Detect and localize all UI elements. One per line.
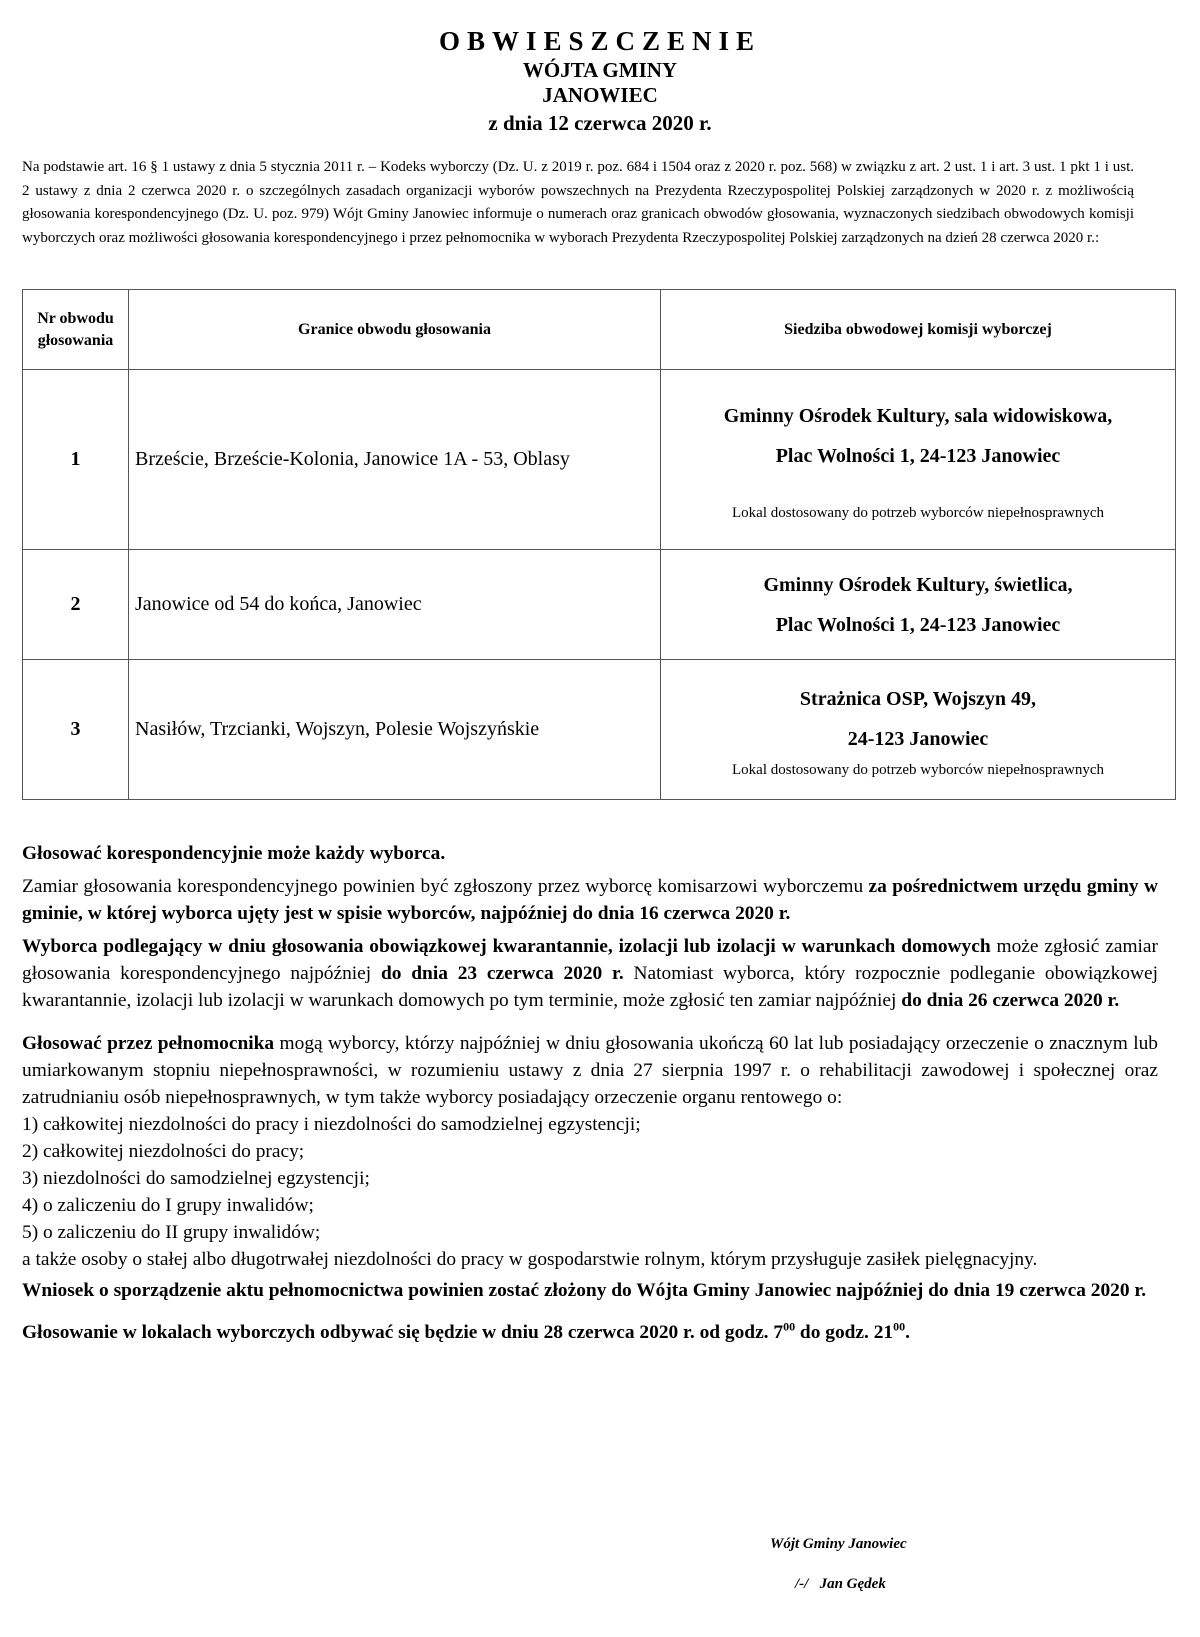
farmers-paragraph: a także osoby o stałej albo długotrwałej niezdolności do pracy w gospodarstwie rolnym, którym przysługuje zasiłek pielęgnacyjny. xyxy=(22,1249,1038,1270)
table-row xyxy=(23,660,1176,800)
district-number: 3 xyxy=(23,660,129,800)
list-item: 1) całkowitej niezdolności do pracy i niezdolności do samodzielnej egzystencji; xyxy=(22,1114,641,1135)
table-row xyxy=(23,370,1176,550)
p4-text: mogą wyborcy, którzy najpóźniej w dniu głosowania ukończą 60 lat lub posiadający orzeczenie o znacznym lub umiarkowanym stopniu niepełnosprawności, w rozumieniu ustawy z dnia 27 sierpnia 1997 r. o rehabilitacji zawodowej i społecznej oraz zatrudnianiu osób niepełnosprawnych, w tym także wyborcy posiadający orzeczenie organu rentowego o: xyxy=(22,1033,1159,1108)
proxy-voting-paragraph xyxy=(22,1030,1158,1111)
p3-text-b: może zgłosić zamiar głosowania korespondencyjnego najpóźniej xyxy=(22,936,1158,984)
p3-text-d: Natomiast wyborca, który rozpocznie podleganie obowiązkowej kwarantannie, izolacji lub izolacji w warunkach domowych po tym terminie, może zgłosić ten zamiar najpóźniej xyxy=(22,963,1158,1011)
commission-seat xyxy=(661,370,1176,550)
quarantine-paragraph xyxy=(22,933,1158,1014)
p4-bold: Głosować przez pełnomocnika xyxy=(22,1033,275,1054)
signature-role: Wójt Gminy Janowiec xyxy=(770,1536,907,1552)
accessibility-note: Lokal dostosowany do potrzeb wyborców niepełnosprawnych xyxy=(732,504,1104,521)
voting-hours-paragraph xyxy=(22,1319,1158,1346)
p3-bold-e: do dnia 26 czerwca 2020 r. xyxy=(901,990,1120,1011)
list-item: 4) o zaliczeniu do I grupy inwalidów; xyxy=(22,1195,314,1216)
document-header xyxy=(0,24,1200,136)
district-boundaries: Nasiłów, Trzcianki, Wojszyn, Polesie Wojszyńskie xyxy=(129,660,661,800)
list-item: 3) niezdolności do samodzielnej egzystencji; xyxy=(22,1168,370,1189)
p2-text: Zamiar głosowania korespondencyjnego powinien być zgłoszony przez wyborcę komisarzowi wyborczemu xyxy=(22,876,869,897)
postal-voting-heading: Głosować korespondencyjnie może każdy wyborca. xyxy=(22,843,446,864)
district-boundaries: Janowice od 54 do końca, Janowiec xyxy=(129,550,661,660)
postal-voting-deadline-paragraph xyxy=(22,873,1158,927)
seat-address: Plac Wolności 1, 24-123 Janowiec xyxy=(775,444,1061,467)
header-nr-line2: głosowania xyxy=(37,331,114,349)
district-number: 1 xyxy=(23,370,129,550)
p2-bold: za pośrednictwem urzędu gminy w gminie, w której wyborca ujęty jest w spisie wyborców, najpóźniej do dnia 16 czerwca 2020 r. xyxy=(22,876,1158,924)
p3-bold-a: Wyborca podlegający w dniu głosowania obowiązkowej kwarantannie, izolacji lub izolacji w warunkach domowych xyxy=(22,936,991,957)
table-header-row xyxy=(23,290,1176,370)
list-item: 2) całkowitej niezdolności do pracy; xyxy=(22,1141,305,1162)
commission-seat xyxy=(661,660,1176,800)
commission-seat xyxy=(661,550,1176,660)
seat-address: Plac Wolności 1, 24-123 Janowiec xyxy=(775,613,1061,636)
p7-text-a: Głosowanie w lokalach wyborczych odbywać się będzie w dniu 28 czerwca 2020 r. od godz. 7 xyxy=(22,1322,784,1343)
district-number: 2 xyxy=(23,550,129,660)
seat-name: Gminny Ośrodek Kultury, świetlica, xyxy=(763,573,1073,596)
p3-bold-c: do dnia 23 czerwca 2020 r. xyxy=(380,963,624,984)
proxy-deadline-paragraph: Wniosek o sporządzenie aktu pełnomocnictwa powinien zostać złożony do Wójta Gminy Janowiec najpóźniej do dnia 19 czerwca 2020 r. xyxy=(22,1280,1147,1301)
header-commission-seat: Siedziba obwodowej komisji wyborczej xyxy=(661,290,1176,370)
p7-text-c: . xyxy=(905,1322,910,1343)
document-title: OBWIESZCZENIE xyxy=(438,26,762,56)
p7-text-b: do godz. 21 xyxy=(795,1322,894,1343)
district-boundaries: Brzeście, Brzeście-Kolonia, Janowice 1A - 53, Oblasy xyxy=(129,370,661,550)
list-item: 5) o zaliczeniu do II grupy inwalidów; xyxy=(22,1222,321,1243)
header-boundaries: Granice obwodu głosowania xyxy=(129,290,661,370)
issuer-line: WÓJTA GMINY xyxy=(522,58,678,82)
seat-name: Strażnica OSP, Wojszyn 49, xyxy=(799,687,1037,710)
header-district-number xyxy=(23,290,129,370)
announcement-body xyxy=(22,840,1158,1346)
document-date: z dnia 12 czerwca 2020 r. xyxy=(488,111,712,135)
legal-basis-paragraph: Na podstawie art. 16 § 1 ustawy z dnia 5 stycznia 2011 r. – Kodeks wyborczy (Dz. U. z 2019 r. poz. 684 i 1504 oraz z 2020 r. poz. 568) w związku z art. 2 ust. 1 i art. 3 ust. 1 pkt 1 i ust. 2 ustawy z dnia 2 czerwca 2020 r. o szczególnych zasadach organizacji wyborów powszechnych na Prezydenta Rzeczypospolitej Polskiej zarządzonych w 2020 r. z możliwością głosowania korespondencyjnego (Dz. U. poz. 979) Wójt Gminy Janowiec informuje o numerach oraz granicach obwodów głosowania, wyznaczonych siedzibach obwodowych komisji wyborczych oraz możliwości głosowania korespondencyjnego i przez pełnomocnika w wyborach Prezydenta Rzeczypospolitej Polskiej zarządzonych na dzień 28 czerwca 2020 r.: xyxy=(22,159,1134,246)
seat-address: 24-123 Janowiec xyxy=(847,727,989,750)
p7-sup-2: 00 xyxy=(893,1319,906,1334)
p7-sup-1: 00 xyxy=(783,1319,796,1334)
signature-name: /-/ Jan Gędek xyxy=(795,1576,886,1592)
issuer-place: JANOWIEC xyxy=(542,83,658,107)
table-row xyxy=(23,550,1176,660)
accessibility-note: Lokal dostosowany do potrzeb wyborców niepełnosprawnych xyxy=(732,761,1104,778)
header-nr-line1: Nr obwodu xyxy=(37,309,114,327)
voting-districts-table xyxy=(22,289,1176,800)
seat-name: Gminny Ośrodek Kultury, sala widowiskowa, xyxy=(723,404,1113,427)
